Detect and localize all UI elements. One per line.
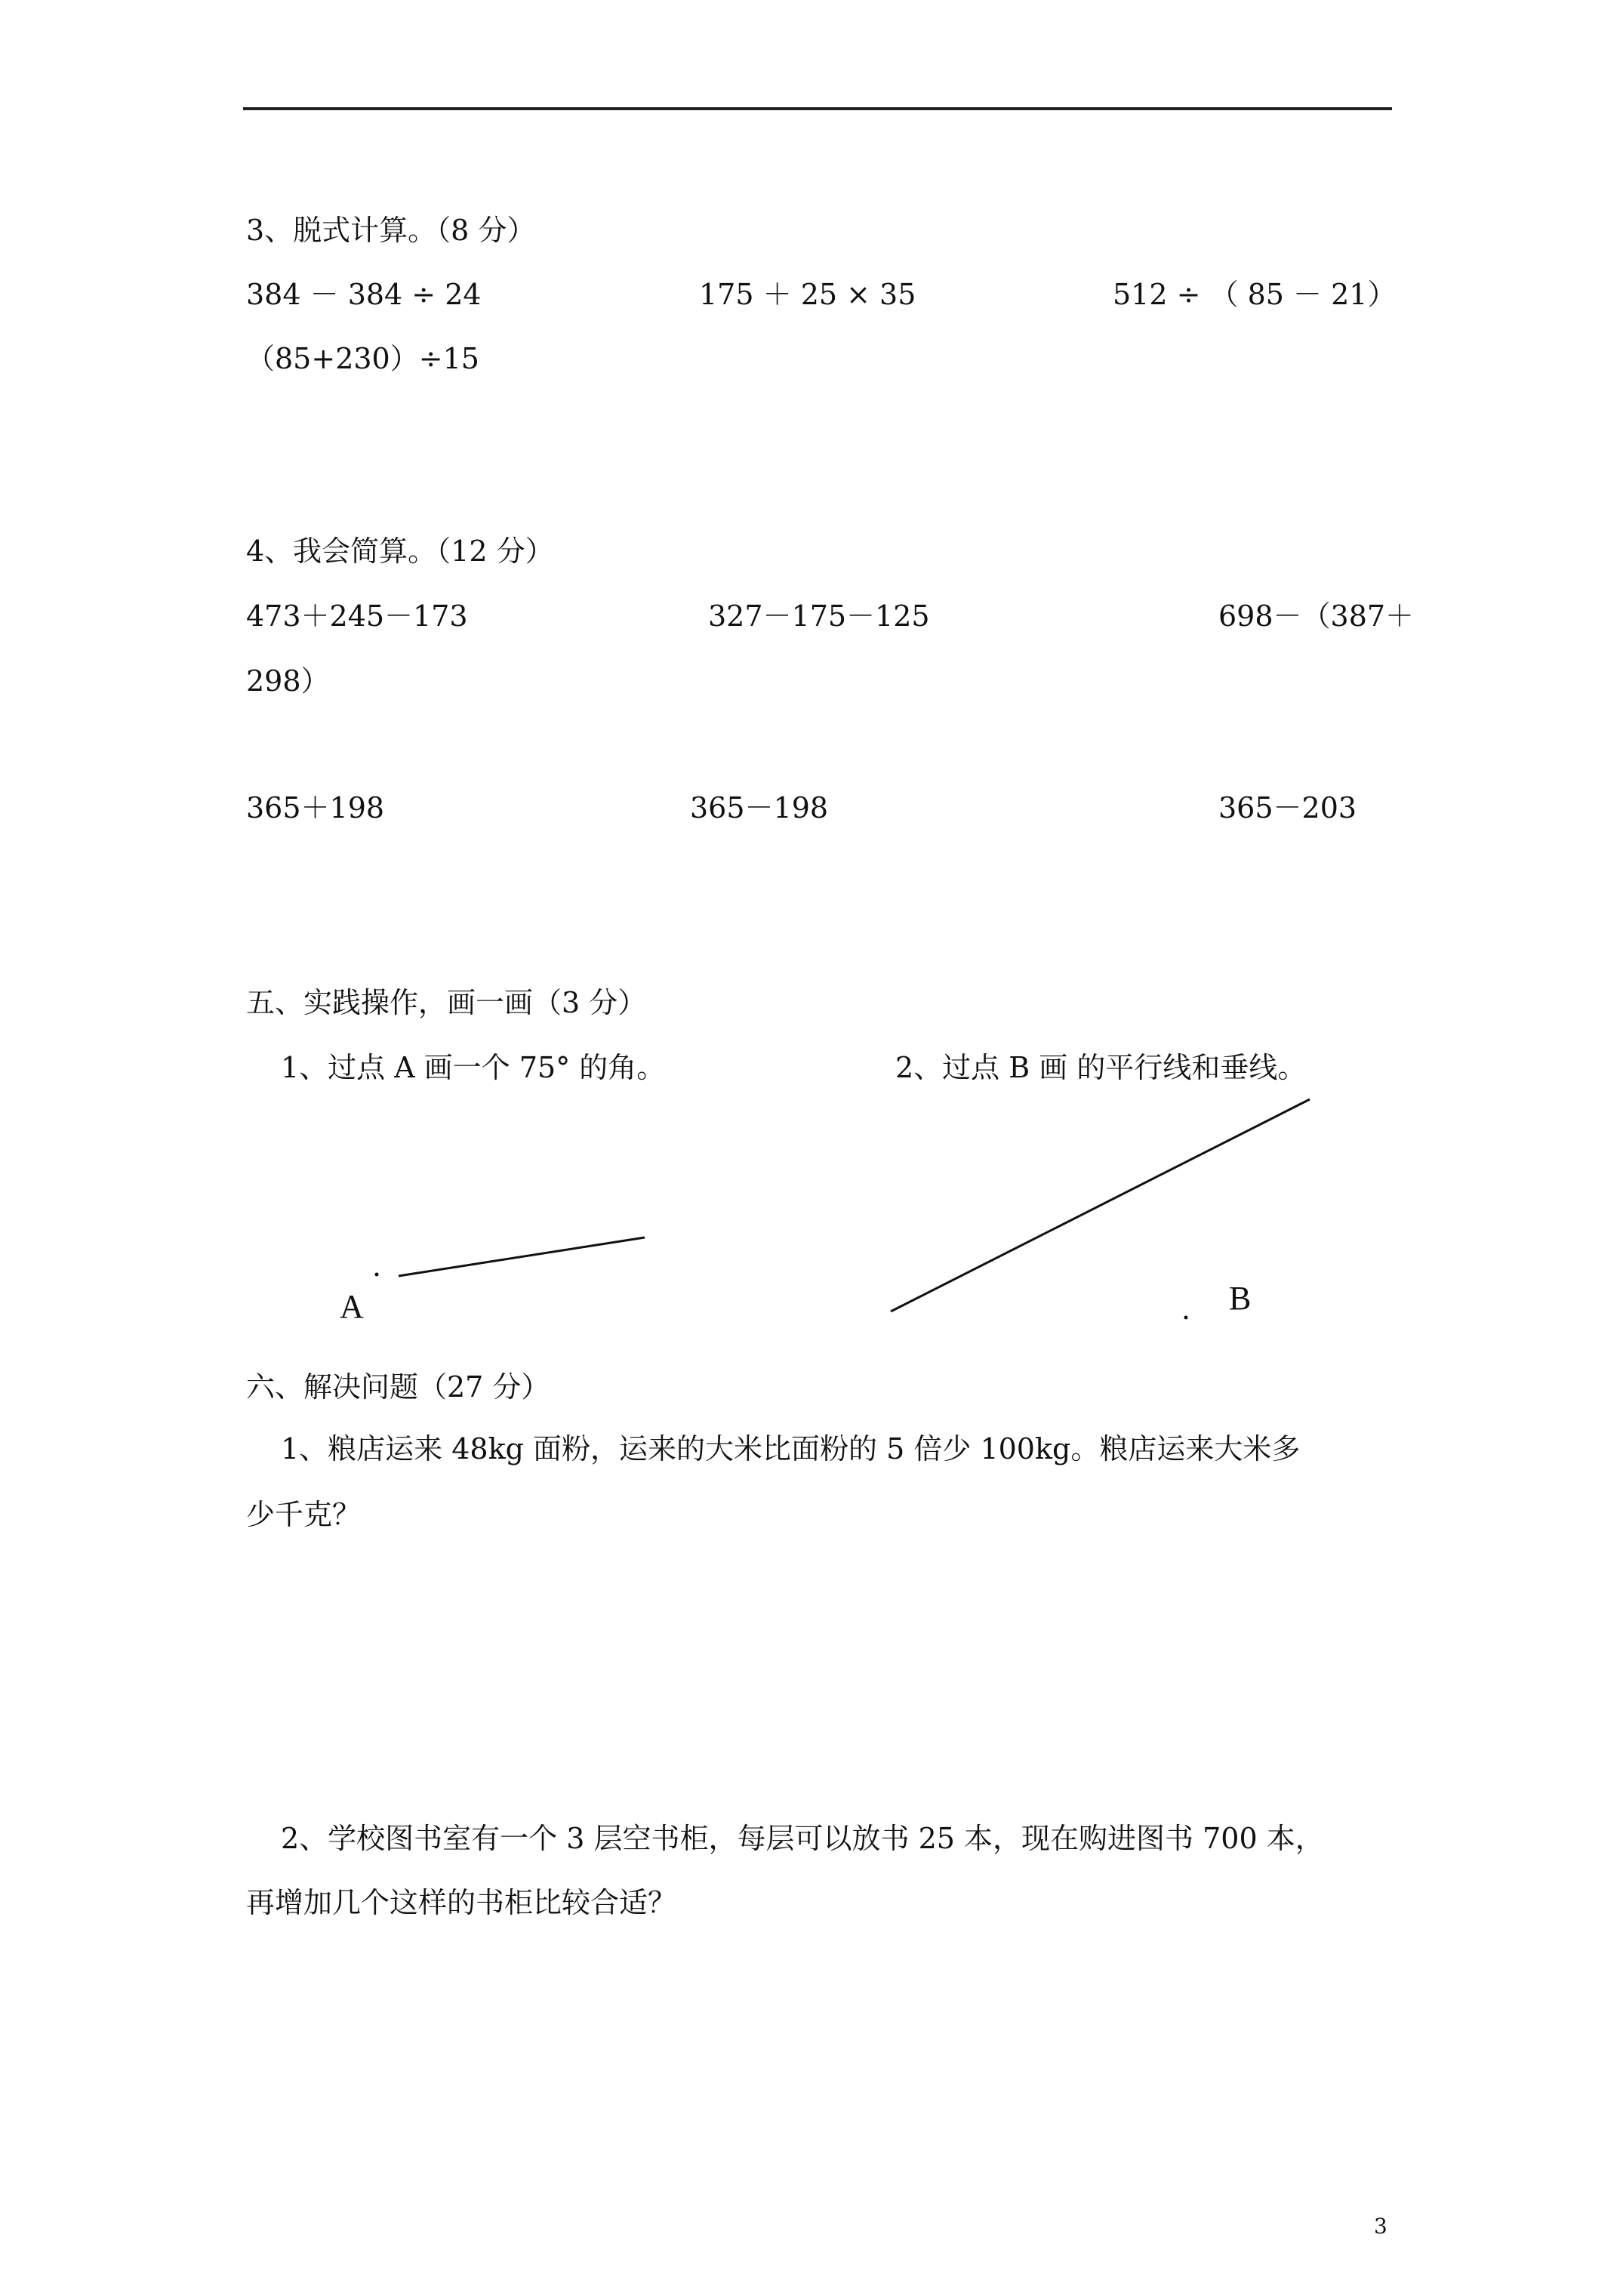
- section6-title: 六、解决问题（27 分）: [246, 1370, 550, 1404]
- section4-expr-6: 365－203: [1218, 791, 1357, 824]
- section5-title: 五、实践操作，画一画（3 分）: [246, 986, 647, 1019]
- section3-expr-2: 175 ＋ 25 × 35: [699, 278, 916, 311]
- section6-q1-line1: 1、粮店运来 48kg 面粉，运来的大米比面粉的 5 倍少 100kg。粮店运来大米多: [281, 1432, 1301, 1465]
- label-a: A: [340, 1288, 364, 1325]
- section4-expr-3-wrap: 298）: [246, 664, 330, 698]
- section6-q2-line1: 2、学校图书室有一个 3 层空书柜，每层可以放书 25 本，现在购进图书 700 本，: [281, 1822, 1324, 1855]
- section4-expr-2: 327－175－125: [708, 599, 930, 633]
- section5-q1: 1、过点 A 画一个 75° 的角。: [281, 1051, 666, 1084]
- page-number: 3: [1374, 2214, 1387, 2239]
- section3-expr-1: 384 － 384 ÷ 24: [246, 278, 482, 311]
- section6-q1-line2: 少千克？: [246, 1498, 362, 1531]
- section6-q2-line2: 再增加几个这样的书柜比较合适？: [246, 1886, 677, 1919]
- section4-expr-5: 365－198: [690, 791, 829, 824]
- section3-title: 3、脱式计算。（8 分）: [246, 214, 536, 247]
- section3-expr-3: 512 ÷ （ 85 － 21）: [1113, 278, 1397, 311]
- ray-from-a: [399, 1237, 645, 1276]
- section3-expr-4: （85+230）÷15: [246, 342, 479, 375]
- point-b-dot: [1184, 1316, 1188, 1320]
- section4-expr-3: 698－（387＋: [1218, 599, 1415, 633]
- section4-title: 4、我会简算。（12 分）: [246, 535, 554, 568]
- point-a-dot: [375, 1273, 379, 1277]
- label-b: B: [1229, 1280, 1252, 1317]
- section4-expr-1: 473＋245－173: [246, 599, 468, 633]
- section5-q2: 2、过点 B 画 的平行线和垂线。: [895, 1051, 1307, 1084]
- section4-expr-4: 365＋198: [246, 791, 385, 824]
